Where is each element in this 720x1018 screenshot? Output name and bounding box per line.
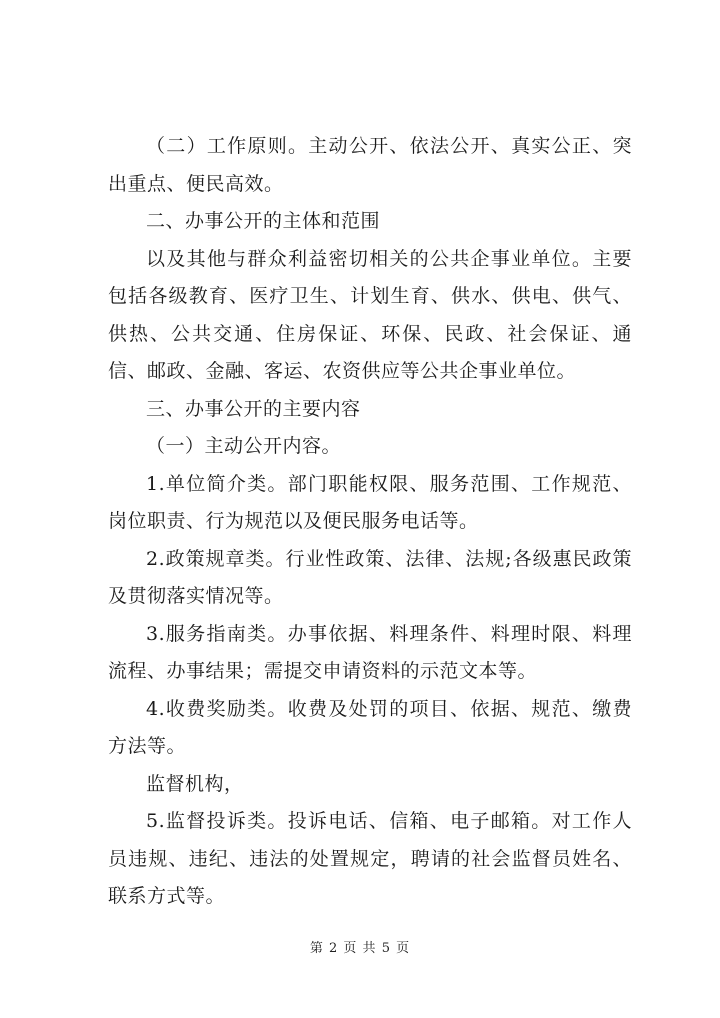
paragraph-work-principles: （二）工作原则。主动公开、依法公开、真实公正、突出重点、便民高效。 (108, 135, 632, 195)
list-item-2: 2.政策规章类。行业性政策、法律、法规;各级惠民政策及贯彻落实情况等。 (108, 547, 632, 607)
heading-subsection-one: （一）主动公开内容。 (146, 435, 342, 457)
list-item-3: 3.服务指南类。办事依据、料理条件、料理时限、料理流程、办事结果；需提交申请资料的示范文本等。 (108, 622, 632, 682)
heading-section-three: 三、办事公开的主要内容 (146, 397, 361, 420)
document-body (108, 128, 632, 916)
paragraph-scope: 以及其他与群众利益密切相关的公共企事业单位。主要包括各级教育、医疗卫生、计划生育、供水、供电、供气、供热、公共交通、住房保证、环保、民政、社会保证、通信、邮政、金融、客运、农资供应等公共企事业单位。 (108, 247, 632, 382)
list-item-5: 5.监督投诉类。投诉电话、信箱、电子邮箱。对工作人员违规、违纪、违法的处置规定，聘请的社会监督员姓名、联系方式等。 (108, 810, 632, 907)
paragraph-supervision: 监督机构， (146, 772, 244, 795)
list-item-1: 1.单位简介类。部门职能权限、服务范围、工作规范、岗位职责、行为规范以及便民服务电话等。 (108, 472, 632, 532)
heading-section-two: 二、办事公开的主体和范围 (146, 210, 381, 232)
page-number-footer: 第 2 页 共 5 页 (309, 941, 411, 956)
list-item-4: 4.收费奖励类。收费及处罚的项目、依据、规范、缴费方法等。 (108, 697, 632, 757)
